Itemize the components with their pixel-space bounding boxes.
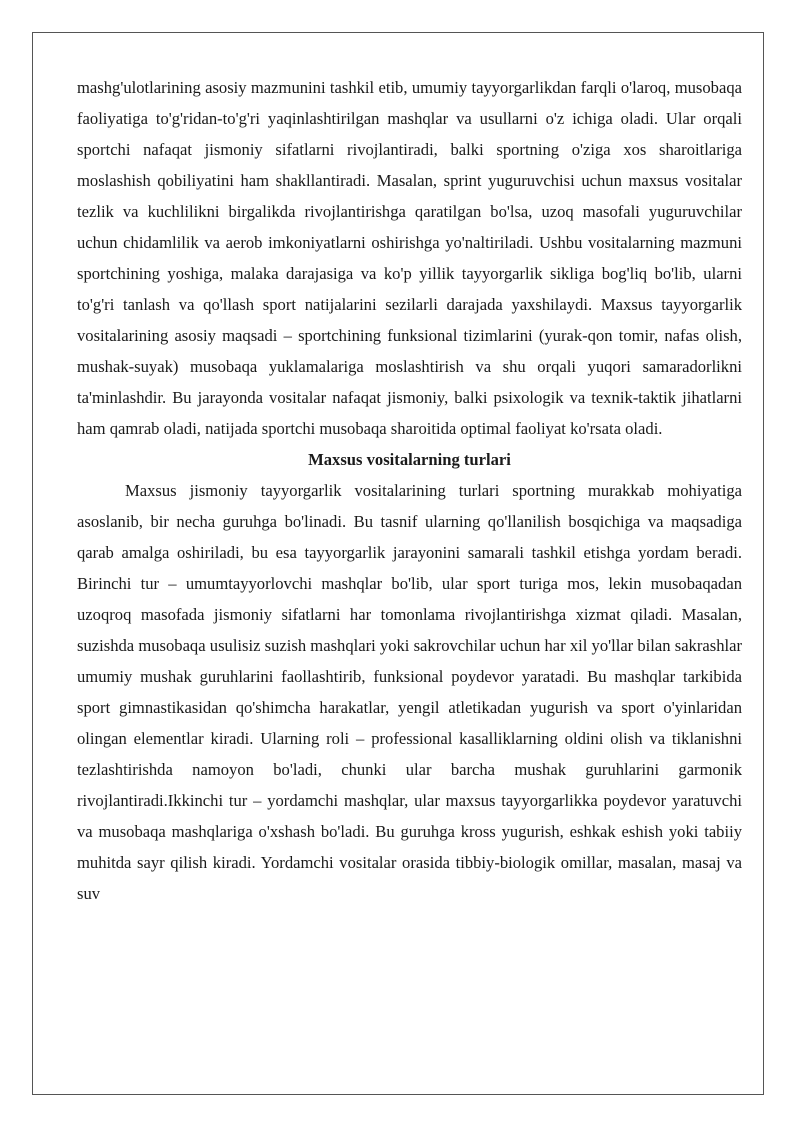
document-body bbox=[77, 72, 742, 909]
section-heading: Maxsus vositalarning turlari bbox=[308, 450, 511, 469]
body-paragraph-2: Maxsus jismoniy tayyorgarlik vositalarining turlari sportning murakkab mohiyatiga asoslanib, bir necha guruhga bo'linadi. Bu tasnif ularning qo'llanilish bosqichiga va maqsadiga qarab amalga oshiriladi, bu esa tayyorgarlik jarayonini samarali tashkil etishga yordam beradi. Birinchi tur – umumtayyorlovchi mashqlar bo'lib, ular sport turiga mos, lekin musobaqadan uzoqroq masofada jismoniy sifatlarni har tomonlama rivojlantirishga xizmat qiladi. Masalan, suzishda musobaqa usulisiz suzish mashqlari yoki sakrovchilar uchun har xil yo'llar bilan sakrashlar umumiy mushak guruhlarini faollashtirib, funksional poydevor yaratadi. Bu mashqlar tarkibida sport gimnastikasidan qo'shimcha harakatlar, yengil atletikadan yugurish va sport o'yinlaridan olingan elementlar kiradi. Ularning roli – professional kasalliklarning oldini olish va tiklanishni tezlashtirishda namoyon bo'ladi, chunki ular barcha mushak guruhlarini garmonik rivojlantiradi.Ikkinchi tur – yordamchi mashqlar, ular maxsus tayyorgarlikka poydevor yaratuvchi va musobaqa mashqlariga o'xshash bo'ladi. Bu guruhga kross yugurish, eshkak eshish yoki tabiiy muhitda sayr qilish kiradi. Yordamchi vositalar orasida tibbiy-biologik omillar, masalan, masaj va suv bbox=[77, 481, 742, 903]
body-paragraph-1: mashg'ulotlarining asosiy mazmunini tashkil etib, umumiy tayyorgarlikdan farqli o'laroq, musobaqa faoliyatiga to'g'ridan-to'g'ri yaqinlashtirilgan mashqlar va usullarni o'z ichiga oladi. Ular orqali sportchi nafaqat jismoniy sifatlarni rivojlantiradi, balki sportning o'ziga xos sharoitlariga moslashish qobiliyatini ham shakllantiradi. Masalan, sprint yuguruvchisi uchun maxsus vositalar tezlik va kuchlilikni birgalikda rivojlantirishga qaratilgan bo'lsa, uzoq masofali yuguruvchilar uchun chidamlilik va aerob imkoniyatlarni oshirishga yo'naltiriladi. Ushbu vositalarning mazmuni sportchining yoshiga, malaka darajasiga va ko'p yillik tayyorgarlik sikliga bog'liq bo'lib, ularni to'g'ri tanlash va qo'llash sport natijalarini sezilarli darajada yaxshilaydi. Maxsus tayyorgarlik vositalarining asosiy maqsadi – sportchining funksional tizimlarini (yurak-qon tomir, nafas olish, mushak-suyak) musobaqa yuklamalariga moslashtirish va shu orqali yuqori samaradorlikni ta'minlashdir. Bu jarayonda vositalar nafaqat jismoniy, balki psixologik va texnik-taktik jihatlarni ham qamrab oladi, natijada sportchi musobaqa sharoitida optimal faoliyat ko'rsata oladi. bbox=[77, 78, 742, 438]
